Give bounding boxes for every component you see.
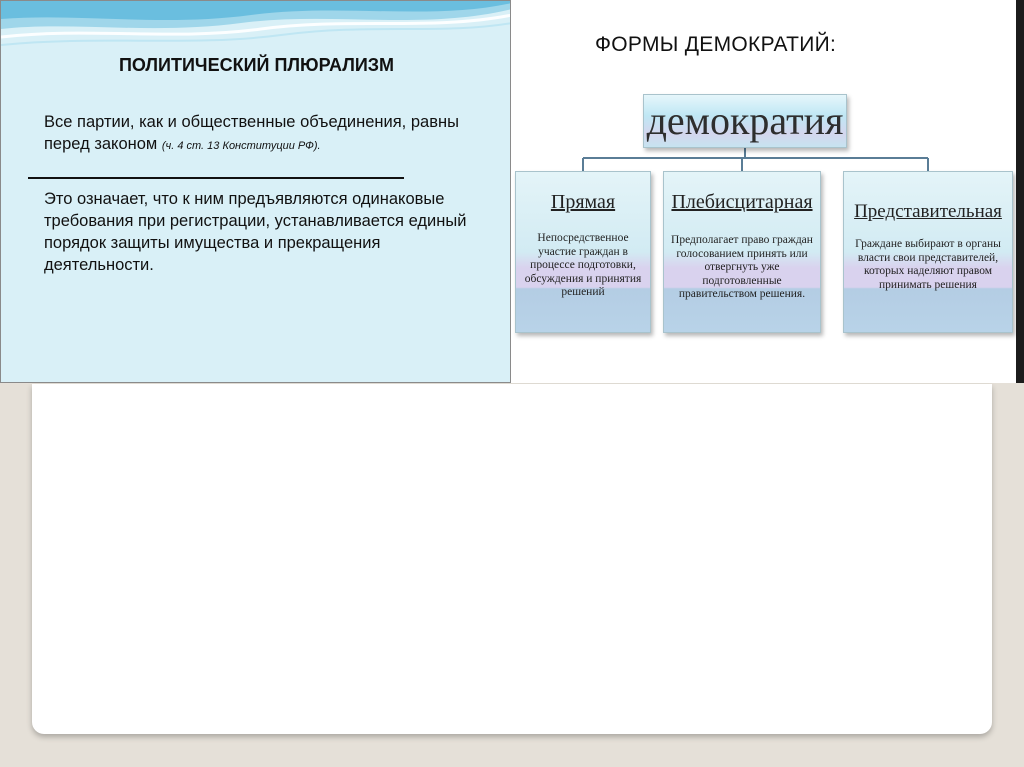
- node-label-representative: Представительная: [854, 201, 1002, 222]
- divider-line: [28, 177, 404, 179]
- constitution-reference: (ч. 4 ст. 13 Конституции РФ).: [161, 140, 321, 152]
- political-pluralism-slide: [0, 0, 511, 383]
- diagram-node-direct: [515, 171, 651, 333]
- diagram-root-democracy: [643, 94, 847, 148]
- node-label-direct: Прямая: [550, 191, 616, 213]
- node-description-representative: Граждане выбирают в органы власти свои представителей, которых наделяют правом принимать решения: [855, 238, 1001, 291]
- diagram-node-plebiscitary: [663, 171, 821, 333]
- decorative-waves: [1, 1, 511, 61]
- blank-page-area: [32, 384, 992, 734]
- paragraph-1-text: Все партии, как и общественные объединения, равны перед законом: [44, 113, 459, 153]
- pluralism-paragraph-1: [44, 111, 484, 157]
- root-label: демократия: [646, 98, 844, 143]
- forms-of-democracy-title: ФОРМЫ ДЕМОКРАТИЙ:: [595, 33, 837, 56]
- pluralism-paragraph-2: Это означает, что к ним предъявляются одинаковые требования при регистрации, устанавливается единый порядок защиты имущества и прекращения деятельности.: [44, 190, 467, 274]
- diagram-node-representative: [843, 171, 1013, 333]
- pluralism-title: ПОЛИТИЧЕСКИЙ ПЛЮРАЛИЗМ: [118, 55, 395, 75]
- node-description-direct: Непосредственное участие граждан в процессе подготовки, обсуждения и принятия решений: [524, 232, 642, 298]
- node-description-plebiscitary: Предполагает право граждан голосованием принять или отвергнуть уже подготовленные правительством решения.: [671, 234, 813, 300]
- node-label-plebiscitary: Плебисцитарная: [671, 191, 813, 213]
